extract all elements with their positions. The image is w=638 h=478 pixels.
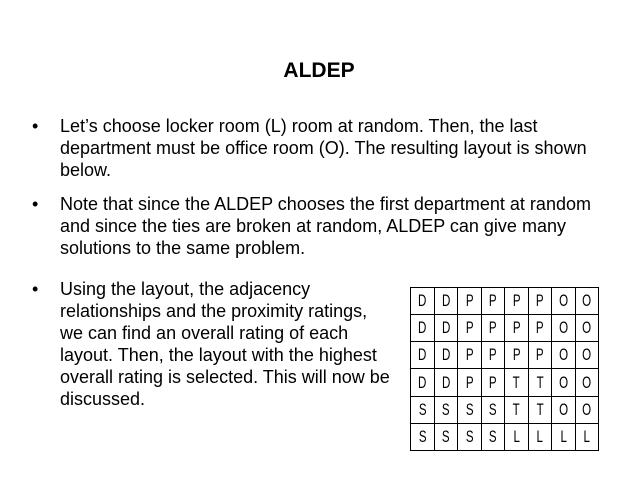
layout-grid-cell-label: L bbox=[513, 426, 520, 446]
layout-grid-cell-label: L bbox=[583, 426, 590, 446]
layout-grid-cell bbox=[528, 423, 552, 450]
layout-grid-cell bbox=[552, 288, 576, 315]
layout-grid-cell bbox=[434, 369, 458, 396]
layout-grid-cell-label: D bbox=[418, 372, 427, 392]
slide-title: ALDEP bbox=[283, 59, 355, 82]
layout-grid-cell bbox=[528, 315, 552, 342]
layout-grid-cell bbox=[575, 396, 599, 423]
layout-grid-cell-label: S bbox=[488, 426, 497, 446]
layout-grid-cell-label: D bbox=[441, 372, 450, 392]
layout-grid-cell bbox=[458, 423, 482, 450]
layout-grid-row bbox=[411, 369, 599, 396]
layout-grid bbox=[410, 287, 599, 451]
layout-grid-cell-label: L bbox=[560, 426, 567, 446]
layout-grid-cell bbox=[481, 369, 505, 396]
layout-grid-row bbox=[411, 423, 599, 450]
layout-grid-cell bbox=[434, 288, 458, 315]
bullet-point-1 bbox=[32, 115, 622, 185]
layout-grid-cell-label: P bbox=[488, 372, 497, 392]
layout-grid-cell bbox=[528, 288, 552, 315]
bullet-icon: • bbox=[32, 116, 39, 136]
layout-grid-cell bbox=[411, 288, 435, 315]
layout-grid-cell bbox=[528, 396, 552, 423]
layout-grid-cell-label: P bbox=[465, 372, 474, 392]
layout-grid-cell-label: S bbox=[418, 426, 427, 446]
layout-grid-row bbox=[411, 315, 599, 342]
layout-grid-cell-label: D bbox=[418, 291, 427, 311]
bullet-icon: • bbox=[32, 279, 39, 299]
layout-grid-cell bbox=[505, 288, 529, 315]
layout-grid-cell-label: P bbox=[488, 291, 497, 311]
bullet-text-3: Using the layout, the adjacency relationships and the proximity ratings, we can find an overall rating of each layout. Then, the layout with the highest overall rating is selected. This will now be discussed. bbox=[60, 279, 390, 409]
layout-grid-cell-label: P bbox=[512, 291, 521, 311]
layout-grid-cell bbox=[481, 315, 505, 342]
layout-grid-cell bbox=[481, 288, 505, 315]
layout-grid-body bbox=[411, 288, 599, 451]
layout-grid-cell bbox=[505, 369, 529, 396]
layout-grid-cell bbox=[434, 423, 458, 450]
layout-grid-cell-label: O bbox=[582, 318, 592, 338]
layout-grid-cell bbox=[575, 342, 599, 369]
layout-grid-cell bbox=[528, 369, 552, 396]
layout-grid-cell bbox=[434, 315, 458, 342]
layout-grid-cell bbox=[552, 369, 576, 396]
layout-grid-cell-label: D bbox=[418, 318, 427, 338]
layout-grid-cell-label: O bbox=[558, 345, 568, 365]
layout-grid-cell-label: S bbox=[441, 426, 450, 446]
layout-grid-cell bbox=[505, 423, 529, 450]
layout-grid-cell-label: P bbox=[465, 318, 474, 338]
layout-grid-cell bbox=[505, 342, 529, 369]
bullet-point-3 bbox=[32, 278, 392, 448]
layout-grid-cell-label: P bbox=[465, 345, 474, 365]
layout-grid-row bbox=[411, 396, 599, 423]
layout-grid-cell-label: D bbox=[441, 318, 450, 338]
layout-grid-cell bbox=[575, 288, 599, 315]
layout-grid-cell-label: T bbox=[512, 399, 520, 419]
layout-grid-cell bbox=[505, 396, 529, 423]
layout-grid-cell-label: P bbox=[535, 318, 544, 338]
layout-grid-cell bbox=[411, 342, 435, 369]
layout-grid-cell bbox=[481, 423, 505, 450]
layout-grid-cell bbox=[411, 369, 435, 396]
bullet-text-1: Let’s choose locker room (L) room at random. Then, the last department must be office room (O). The resulting layout is shown below. bbox=[60, 116, 587, 180]
layout-grid-cell bbox=[575, 423, 599, 450]
layout-grid-cell-label: O bbox=[582, 345, 592, 365]
layout-grid-cell bbox=[575, 369, 599, 396]
bullet-text-2: Note that since the ALDEP chooses the first department at random and since the ties are broken at random, ALDEP can give many solutions to the same problem. bbox=[60, 194, 591, 258]
layout-grid-cell-label: L bbox=[536, 426, 543, 446]
layout-grid-cell bbox=[434, 342, 458, 369]
layout-grid-cell-label: O bbox=[558, 318, 568, 338]
layout-grid-cell bbox=[434, 396, 458, 423]
layout-grid-cell bbox=[552, 342, 576, 369]
layout-grid-cell-label: T bbox=[536, 399, 544, 419]
layout-grid-cell bbox=[458, 396, 482, 423]
layout-grid-cell-label: T bbox=[536, 372, 544, 392]
bullet-point-2 bbox=[32, 193, 622, 263]
layout-grid-cell bbox=[552, 315, 576, 342]
layout-grid-cell-label: P bbox=[535, 345, 544, 365]
layout-grid-cell bbox=[458, 342, 482, 369]
layout-grid-cell bbox=[458, 288, 482, 315]
layout-grid-cell-label: S bbox=[465, 399, 474, 419]
layout-grid-cell bbox=[552, 423, 576, 450]
layout-grid-cell bbox=[481, 342, 505, 369]
layout-grid-cell bbox=[458, 315, 482, 342]
layout-grid-cell bbox=[411, 423, 435, 450]
layout-grid-cell-label: P bbox=[488, 345, 497, 365]
layout-grid-cell bbox=[505, 315, 529, 342]
layout-grid-row bbox=[411, 342, 599, 369]
layout-grid-cell-label: D bbox=[441, 345, 450, 365]
layout-grid-cell-label: P bbox=[512, 345, 521, 365]
layout-grid-cell-label: O bbox=[558, 291, 568, 311]
layout-grid-cell-label: D bbox=[441, 291, 450, 311]
layout-grid-cell-label: T bbox=[512, 372, 520, 392]
layout-grid-cell bbox=[411, 315, 435, 342]
bullet-icon: • bbox=[32, 194, 39, 214]
layout-grid-cell bbox=[575, 315, 599, 342]
layout-grid-cell-label: O bbox=[582, 372, 592, 392]
layout-grid-cell-label: S bbox=[488, 399, 497, 419]
layout-grid-cell bbox=[528, 342, 552, 369]
layout-grid-cell-label: D bbox=[418, 345, 427, 365]
layout-grid-cell-label: O bbox=[582, 399, 592, 419]
layout-grid-cell-label: P bbox=[512, 318, 521, 338]
layout-grid-cell bbox=[481, 396, 505, 423]
layout-grid-cell bbox=[458, 369, 482, 396]
layout-grid-row bbox=[411, 288, 599, 315]
layout-grid-cell bbox=[411, 396, 435, 423]
layout-grid-cell bbox=[552, 396, 576, 423]
layout-grid-cell-label: P bbox=[535, 291, 544, 311]
layout-grid-cell-label: P bbox=[465, 291, 474, 311]
layout-grid-cell-label: O bbox=[558, 372, 568, 392]
layout-grid-cell-label: S bbox=[418, 399, 427, 419]
layout-grid-cell-label: O bbox=[582, 291, 592, 311]
layout-grid-cell-label: S bbox=[465, 426, 474, 446]
layout-grid-cell-label: O bbox=[558, 399, 568, 419]
layout-grid-cell-label: S bbox=[441, 399, 450, 419]
layout-grid-cell-label: P bbox=[488, 318, 497, 338]
